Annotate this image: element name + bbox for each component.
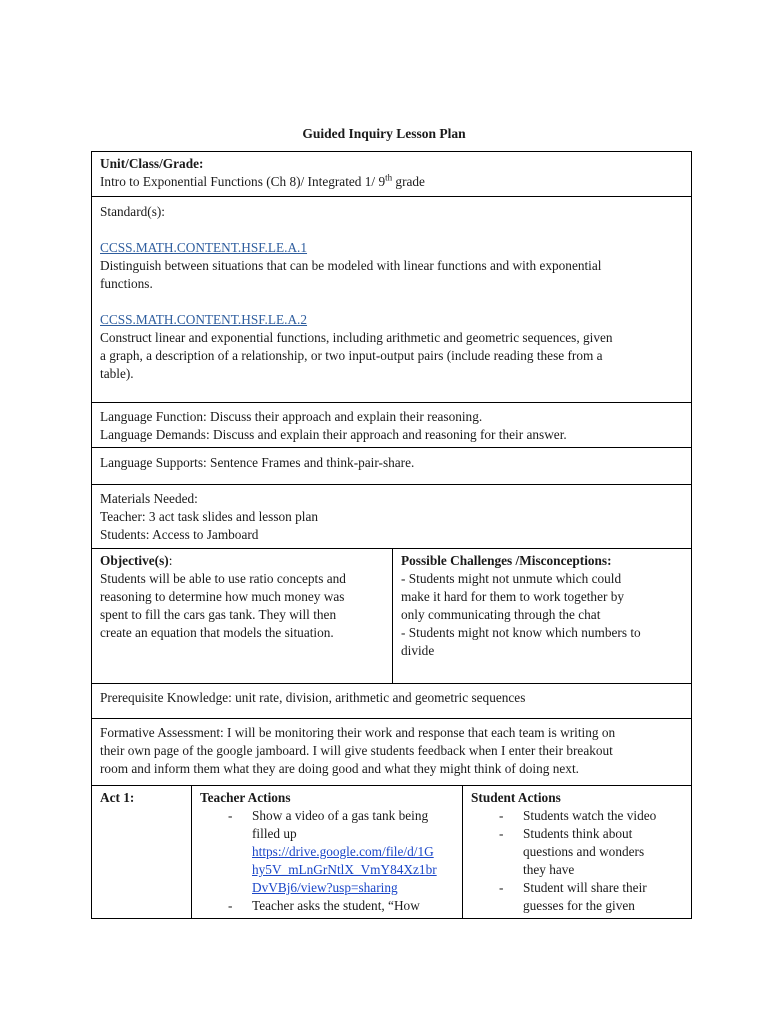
language-function: Language Function: Discuss their approach and explain their reasoning. [100, 409, 483, 424]
teacher-actions-cell [191, 786, 462, 918]
teacher-actions-heading: Teacher Actions [200, 790, 291, 805]
materials-teacher: Teacher: 3 act task slides and lesson plan [100, 509, 319, 524]
language-section [91, 402, 692, 447]
video-link[interactable]: https://drive.google.com/file/d/1G hy5V_mLnGrNtlX_VmY84Xz1br DvVBj6/view?usp=sharing [252, 844, 437, 895]
standards-label: Standard(s): [100, 204, 165, 219]
challenges-label: Possible Challenges /Misconceptions: [401, 553, 612, 568]
standard-text-1: Distinguish between situations that can be modeled with linear functions and with exponential functions. [100, 258, 602, 291]
objectives-cell [92, 549, 392, 683]
list-item: - Show a video of a gas tank being filled up https://drive.google.com/file/d/1G hy5V_mLnGrNtlX_VmY84Xz1br DvVBj6/view?usp=sharing [200, 807, 454, 897]
student-actions-cell [462, 786, 691, 918]
prerequisite-text: Prerequisite Knowledge: unit rate, division, arithmetic and geometric sequences [100, 690, 526, 705]
student-actions-list [471, 807, 683, 915]
objectives-label: Objective(s): [100, 553, 173, 568]
unit-section [91, 151, 692, 196]
formative-section [91, 718, 692, 785]
supports-section [91, 447, 692, 484]
challenges-text: - Students might not unmute which could make it hard for them to work together by only communicating through the chat - Students might not know which numbers to divide [401, 571, 641, 658]
materials-students: Students: Access to Jamboard [100, 527, 259, 542]
challenges-cell [392, 549, 691, 683]
objectives-row [91, 548, 692, 683]
unit-label: Unit/Class/Grade: [100, 156, 204, 171]
materials-section [91, 484, 692, 548]
list-item: - Students watch the video [471, 807, 683, 825]
standard-link-1[interactable]: CCSS.MATH.CONTENT.HSF.LE.A.1 [100, 240, 308, 255]
standards-section [91, 196, 692, 402]
list-item: - Students think about questions and wonders they have [471, 825, 683, 879]
prerequisite-section [91, 683, 692, 718]
act-row [91, 785, 692, 919]
page-title: Guided Inquiry Lesson Plan [302, 126, 466, 141]
list-item: - Student will share their guesses for the given [471, 879, 683, 915]
objectives-text: Students will be able to use ratio concepts and reasoning to determine how much money was spent to fill the cars gas tank. They will then create an equation that models the situation. [100, 571, 346, 640]
materials-heading: Materials Needed: [100, 491, 198, 506]
student-actions-heading: Student Actions [471, 790, 561, 805]
unit-text: Intro to Exponential Functions (Ch 8)/ Integrated 1/ 9th grade [100, 172, 425, 189]
standard-text-2: Construct linear and exponential functions, including arithmetic and geometric sequences, given a graph, a description of a relationship, or two input-output pairs (include reading these from a table). [100, 330, 613, 381]
act-label-cell [92, 786, 191, 918]
language-supports: Language Supports: Sentence Frames and think-pair-share. [100, 455, 415, 470]
list-item: - Teacher asks the student, “How [200, 897, 454, 915]
standard-link-2[interactable]: CCSS.MATH.CONTENT.HSF.LE.A.2 [100, 312, 308, 327]
teacher-actions-list [200, 807, 454, 915]
formative-text: Formative Assessment: I will be monitoring their work and response that each team is writing on their own page of the google jamboard. I will give students feedback when I enter their breakout room and inform them what they are doing good and what they might think of doing next. [100, 725, 616, 776]
language-demands: Language Demands: Discuss and explain their approach and reasoning for their answer. [100, 427, 567, 442]
act-label: Act 1: [100, 790, 135, 805]
